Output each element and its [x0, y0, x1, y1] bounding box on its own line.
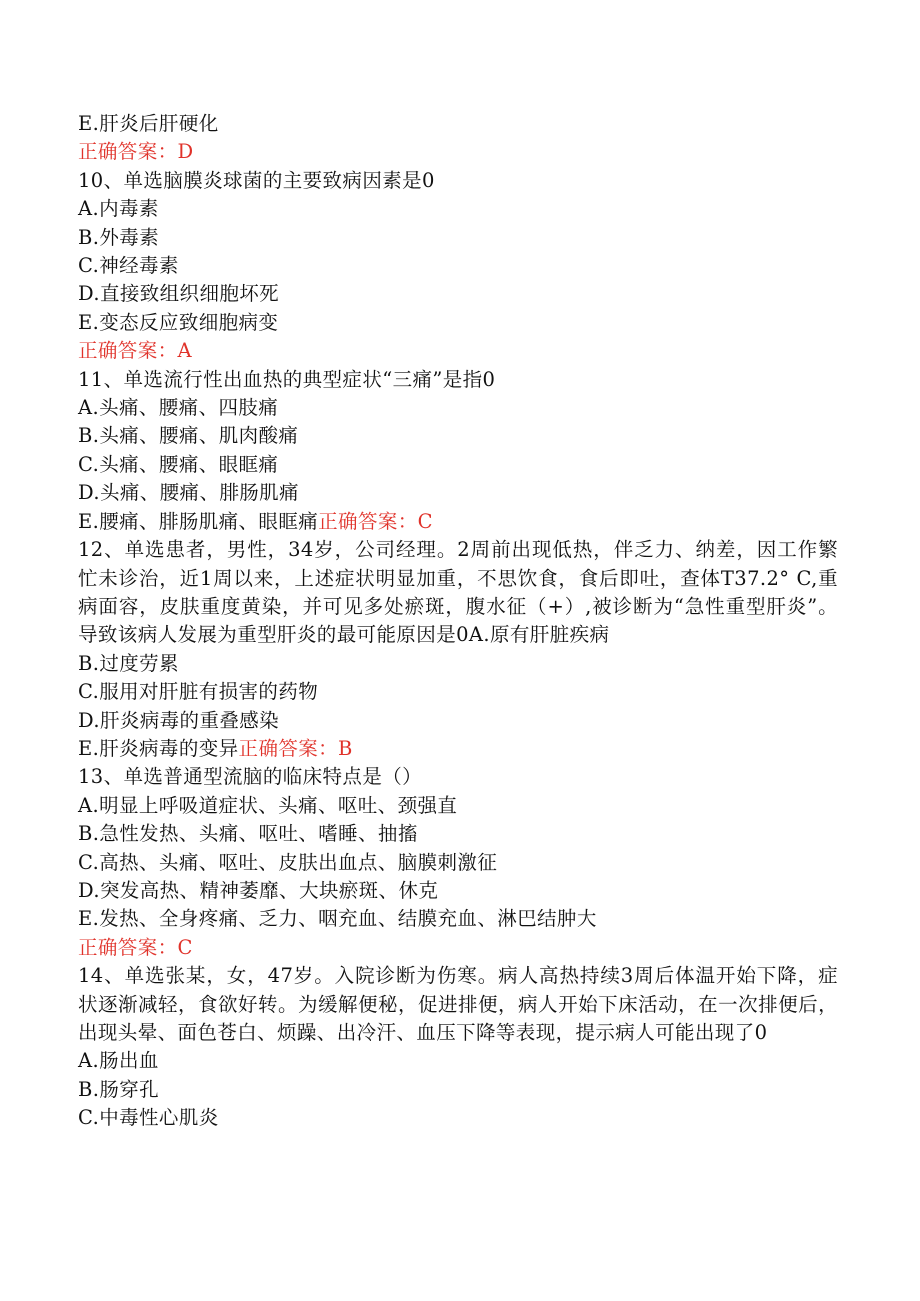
option-c-q10: C.神经毒素: [78, 254, 179, 278]
option-b-q10: B.外毒素: [78, 225, 160, 249]
option-a-q11: A.头痛、腰痛、四肢痛: [78, 396, 279, 420]
option-b-q12: B.过度劳累: [78, 651, 179, 675]
option-b-q11: B.头痛、腰痛、肌肉酸痛: [78, 424, 299, 448]
question-12: 12、单选患者，男性，34岁，公司经理。2周前出现低热，伴乏力、纳差，因工作繁忙未诊治，近1周以来，上述症状明显加重，不思饮食，食后即吐，查体T37.2° C,重病面容，皮肤重度黄染，并可见多处瘀斑，腹水征（+）,被诊断为“急性重型肝炎”。导致该病人发展为重型肝炎的最可能原因是0A.原有肝脏疾病: [78, 538, 838, 647]
option-c-q12: C.服用对肝脏有损害的药物: [78, 680, 319, 704]
option-a-q13: A.明显上呼吸道症状、头痛、呕吐、颈强直: [78, 793, 458, 817]
option-d-q13: D.突发高热、精神萎靡、大块瘀斑、休克: [78, 878, 439, 902]
option-e-q9: E.肝炎后肝硬化: [78, 112, 219, 135]
option-d-q10: D.直接致组织细胞坏死: [78, 282, 280, 306]
option-a-q14: A.肠出血: [78, 1049, 159, 1073]
correct-answer-q11: 正确答案：C: [318, 509, 433, 533]
document-page: [78, 110, 838, 1133]
option-e-q11: E.腰痛、腓肠肌痛、眼眶痛: [78, 509, 319, 533]
option-e-q12: E.肝炎病毒的变异: [78, 736, 239, 760]
option-d-q12: D.肝炎病毒的重叠感染: [78, 708, 280, 732]
question-11: 11、单选流行性出血热的典型症状“三痛”是指0: [78, 367, 496, 391]
option-e-q10: E.变态反应致细胞病变: [78, 310, 279, 334]
option-e-q11-row: [78, 508, 838, 536]
correct-answer-q10: 正确答案：A: [78, 339, 192, 363]
option-b-q13: B.急性发热、头痛、呕吐、嗜睡、抽搐: [78, 822, 418, 846]
correct-answer-q12: 正确答案：B: [238, 736, 353, 760]
option-b-q14: B.肠穿孔: [78, 1077, 160, 1101]
question-14: 14、单选张某，女，47岁。入院诊断为伤寒。病人高热持续3周后体温开始下降，症状逐渐减轻，食欲好转。为缓解便秘，促进排便，病人开始下床活动，在一次排便后，出现头晕、面色苍白、烦躁、出冷汗、血压下降等表现，提示病人可能出现了0: [78, 964, 838, 1044]
option-e-q12-row: [78, 735, 838, 763]
option-e-q13: E.发热、全身疼痛、乏力、咽充血、结膜充血、淋巴结肿大: [78, 907, 597, 931]
option-c-q14: C.中毒性心肌炎: [78, 1106, 219, 1130]
option-c-q13: C.高热、头痛、呕吐、皮肤出血点、脑膜刺激征: [78, 850, 498, 874]
question-10: 10、单选脑膜炎球菌的主要致病因素是0: [78, 168, 435, 192]
correct-answer-q9: 正确答案：D: [78, 140, 194, 164]
option-c-q11: C.头痛、腰痛、眼眶痛: [78, 452, 279, 476]
question-13: 13、单选普通型流脑的临床特点是（）: [78, 765, 423, 789]
option-d-q11: D.头痛、腰痛、腓肠肌痛: [78, 481, 299, 505]
option-a-q10: A.内毒素: [78, 197, 159, 221]
correct-answer-q13: 正确答案：C: [78, 935, 193, 959]
